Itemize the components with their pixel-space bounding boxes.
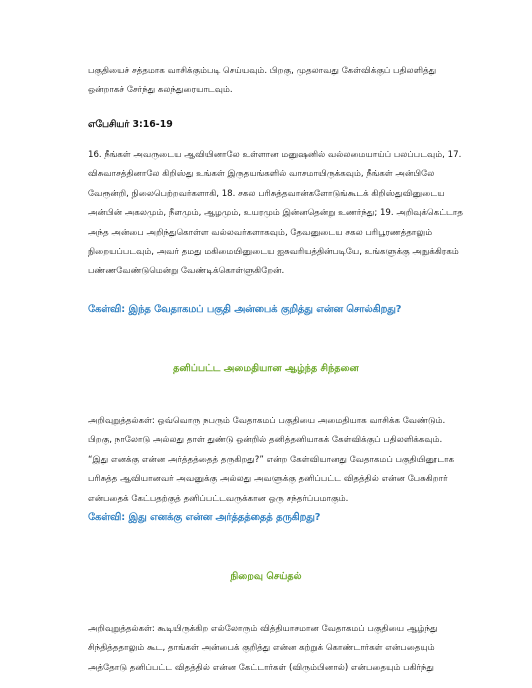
- closing-instructions: [88, 620, 472, 678]
- scripture-passage: [88, 146, 472, 282]
- scripture-line: பண்ணவேண்டுமென்று வேண்டிக்கொள்ளுகிறேன்.: [88, 266, 285, 277]
- scripture-line: அன்பின் அகலமும், நீளமும், ஆழமும், உயரமும் இன்னதென்று உணர்ந்து; 19. அறிவுக்கெட்டாத: [88, 208, 463, 219]
- question-love: கேள்வி: இந்த வேதாகமப் பகுதி அன்பைக் குறித்து என்ன சொல்கிறது?: [88, 304, 402, 315]
- reflection-line: அறிவுறுத்தல்கள்: ஒவ்வொரு நபரும் வேதாகமப் பகுதியை அமைதியாக வாசிக்க வேண்டும்.: [88, 416, 446, 426]
- scripture-line: வேரூன்றி, நிலைபெற்றவர்களாகி, 18. சகல பரிசுத்தவான்களோடுங்கூடக் கிறிஸ்துவினுடைய: [88, 188, 445, 199]
- intro-line: ஒன்றாகச் சேர்ந்து கலந்துரையாடவும்.: [88, 85, 233, 96]
- question-meaning: கேள்வி: இது எனக்கு என்ன அர்த்தத்தைத் தருகிறது?: [88, 512, 321, 523]
- reflection-line: பிறகு, நாலோடு அல்லது தாள் துண்டு ஒன்றில் தனித்தனியாகக் கேள்விக்குப் பதிலளிக்கவும்.: [88, 435, 443, 446]
- intro-line: பகுதியைச் சத்தமாக வாசிக்கும்படி செய்யவும். பிறகு, முதலாவது கேள்விக்குப் பதிலளித்து: [88, 66, 437, 76]
- closing-line: அத்தோடு தனிப்பட்ட விதத்தில் என்ன கேட்டார்கள் (விரும்பினால்) என்பதையும் பகிர்ந்து: [88, 662, 435, 673]
- closing-line: அறிவுறுத்தல்கள்: கூடியிருக்கிற எல்லோரும் வித்தியாசமான வேதாகமப் பகுதியை ஆழ்ந்து: [88, 624, 438, 634]
- scripture-line: 16. நீங்கள் அவருடைய ஆவியினாலே உள்ளான மனுஷனில் வல்லமையாய்ப் பலப்படவும், 17.: [88, 150, 462, 160]
- closing-line: சிந்தித்ததாலும் கூட, தாங்கள் அன்பைக் குறித்து என்ன கற்றுக் கொண்டார்கள் என்பதையும்: [88, 643, 435, 654]
- reflection-instructions: [88, 412, 472, 509]
- reflection-line: “இது எனக்கு என்ன அர்த்தத்தைத் தருகிறது?” என்ற கேள்வியானது வேதாகமப் பகுதியினூடாக: [88, 454, 455, 465]
- section-heading-closing: நிறைவு செய்தல்: [230, 571, 302, 582]
- scripture-line: விசுவாசத்தினாலே கிறிஸ்து உங்கள் இருதயங்களில் வாசமாயிருக்கவும், நீங்கள் அன்பிலே: [88, 169, 435, 180]
- section-heading-reflection: தனிப்பட்ட அமைதியான ஆழ்ந்த சிந்தனை: [173, 363, 359, 374]
- scripture-reference: எபேசியர் 3:16-19: [88, 119, 173, 130]
- scripture-line: நிறையப்படவும், அவர் தமது மகிமையினுடைய ஐசுவரியத்தின்படியே, உங்களுக்கு அநுக்கிரகம்: [88, 247, 459, 258]
- intro-paragraph: [88, 62, 472, 101]
- reflection-line: என்பதைக் கேட்பதற்குத் தனிப்பட்டவருக்கான ஒரு சந்தர்ப்பமாகும்.: [88, 493, 349, 504]
- reflection-line: பரிசுத்த ஆவியானவர் அவனுக்கு அல்லது அவளுக்கு தனிப்பட்ட விதத்தில் என்ன பேசுகிறார்: [88, 474, 448, 485]
- scripture-line: அந்த அன்பை அறிந்துகொள்ள வல்லவர்களாகவும், தேவனுடைய சகல பரிபூரணத்தாலும்: [88, 227, 433, 238]
